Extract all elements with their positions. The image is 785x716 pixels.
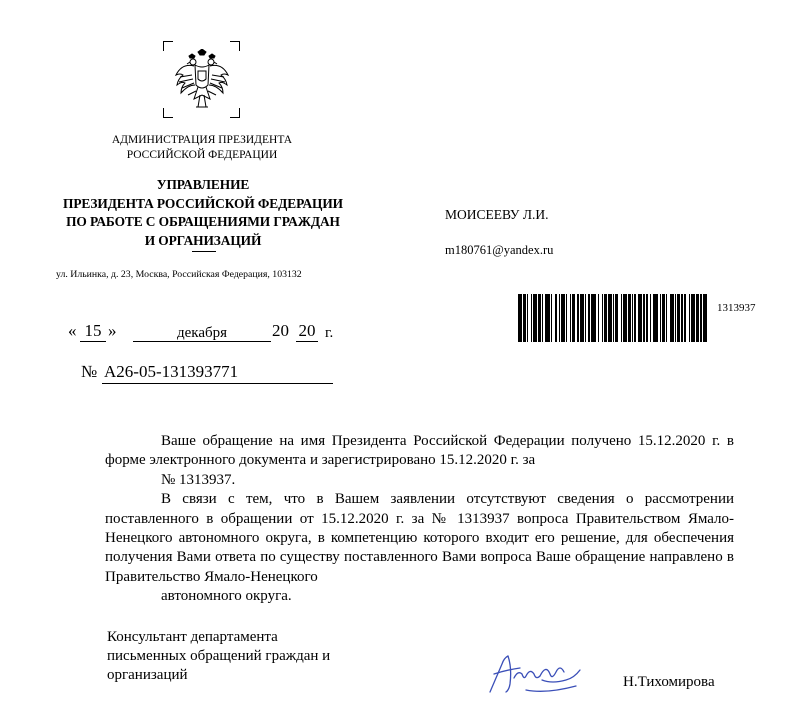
barcode-number: 1313937 <box>717 302 756 314</box>
dept-line-1: УПРАВЛЕНИЕ <box>156 177 250 192</box>
paragraph-1 <box>105 432 734 490</box>
date-day: 15 <box>84 321 102 340</box>
number-value: А26-05-131393771 <box>104 362 239 381</box>
barcode <box>518 294 707 342</box>
paragraph-1-text: Ваше обращение на имя Президента Российской Федерации получено 15.12.2020 г. в форме электронного документа и зарегистрировано 15.12.2020 г. за <box>105 433 734 469</box>
paragraph-1-last-line: № 1313937. <box>161 471 236 488</box>
recipient-email: m180761@yandex.ru <box>445 243 554 257</box>
paragraph-2-last-line: автономного округа. <box>161 588 292 605</box>
signatory-name: Н.Тихомирова <box>623 674 715 690</box>
coat-of-arms-icon <box>174 49 230 111</box>
dept-line-2: ПРЕЗИДЕНТА РОССИЙСКОЙ ФЕДЕРАЦИИ <box>63 195 343 211</box>
dept-line-4: И ОРГАНИЗАЦИЙ <box>144 232 262 248</box>
org-name <box>97 133 307 163</box>
date-year-suffix: 20 <box>298 321 316 340</box>
paragraph-2 <box>105 490 734 606</box>
dept-line-3: ПО РАБОТЕ С ОБРАЩЕНИЯМИ ГРАЖДАН <box>66 214 340 229</box>
emblem-frame <box>163 41 240 118</box>
date-year-prefix: 20 <box>272 321 289 340</box>
date-month: декабря <box>176 325 228 341</box>
org-line-2: РОССИЙСКОЙ ФЕДЕРАЦИИ <box>126 149 278 161</box>
letter-body <box>105 432 734 607</box>
position-line-1: Консультант департамента <box>107 629 278 645</box>
address: ул. Ильинка, д. 23, Москва, Российская Федерация, 103132 <box>56 269 302 280</box>
date-month-underline <box>133 341 271 342</box>
date-close-quote: » <box>108 321 117 340</box>
recipient-name: МОИСЕЕВУ Л.И. <box>445 207 549 222</box>
org-line-1: АДМИНИСТРАЦИЯ ПРЕЗИДЕНТА <box>111 134 293 146</box>
handwritten-signature <box>486 650 584 698</box>
header-divider <box>192 251 216 252</box>
date-year-underline <box>296 341 318 342</box>
number-underline <box>102 383 333 384</box>
department-name <box>60 176 346 250</box>
paragraph-2-text: В связи с тем, что в Вашем заявлении отсутствуют сведения о рассмотрении поставленного в обращении от 15.12.2020 г. за № 1313937 вопроса Правительством Ямало-Ненецкого автономного округа, в компетенцию которого входит его решение, для обеспечения получения Вами ответа по существу поставленного Вами вопроса Ваше обращение направлено в Правительство Ямало-Ненецкого <box>105 491 734 585</box>
number-label: № <box>81 362 98 381</box>
date-open-quote: « <box>68 321 77 340</box>
signatory-position <box>107 628 387 685</box>
position-line-3: организаций <box>107 667 188 683</box>
position-line-2: письменных обращений граждан и <box>107 648 331 664</box>
date-day-underline <box>80 341 106 342</box>
barcode-bar <box>703 294 707 342</box>
date-suffix: г. <box>325 325 334 341</box>
